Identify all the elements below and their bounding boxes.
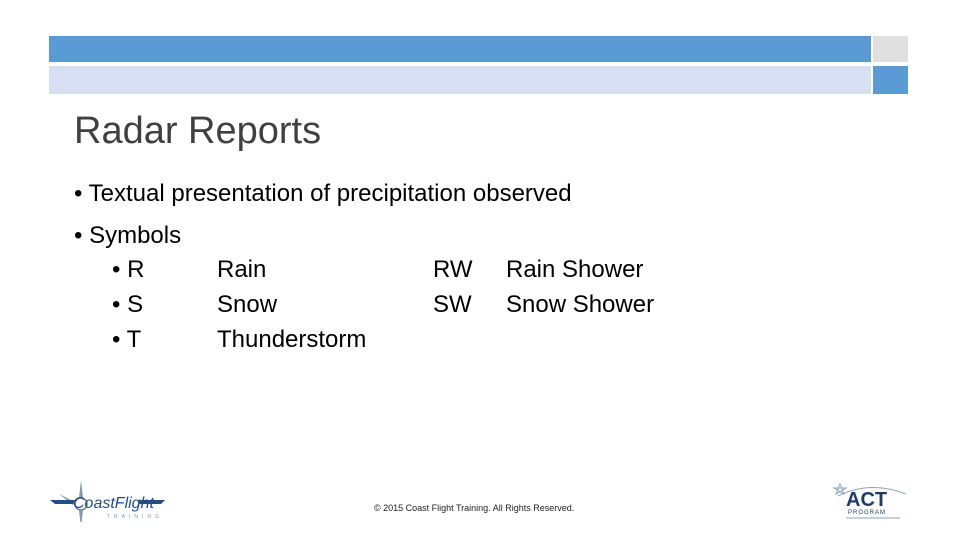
symbol-code-2: SW [433, 291, 472, 318]
header-bar-top-accent [873, 36, 908, 62]
symbol-code: • R [112, 256, 145, 283]
header-bar-bottom [49, 66, 871, 94]
header-bar-top [49, 36, 871, 62]
svg-text:CoastFlight: CoastFlight [73, 495, 154, 512]
act-program-logo [830, 476, 910, 524]
symbol-code: • S [112, 291, 144, 318]
symbol-code-2: RW [433, 256, 473, 283]
symbol-meaning-2: Rain Shower [506, 256, 644, 283]
footer-copyright: © 2015 Coast Flight Training. All Rights Reserved. [374, 503, 575, 513]
symbol-meaning: Snow [217, 291, 278, 318]
coast-flight-logo [45, 474, 170, 522]
svg-text:TRAINING: TRAINING [107, 514, 163, 520]
bullet-symbols: • Symbols [74, 222, 182, 249]
symbol-code: • T [112, 326, 142, 353]
symbol-meaning: Rain [217, 256, 267, 283]
symbol-meaning-2: Snow Shower [506, 291, 655, 318]
header-bar-bottom-accent [873, 66, 908, 94]
svg-text:ACT: ACT [846, 489, 888, 511]
svg-text:PROGRAM: PROGRAM [848, 510, 887, 516]
bullet-textual: • Textual presentation of precipitation observed [74, 180, 572, 207]
symbol-meaning: Thunderstorm [217, 326, 367, 353]
slide-title: Radar Reports [74, 110, 322, 152]
star-icon [834, 484, 846, 494]
